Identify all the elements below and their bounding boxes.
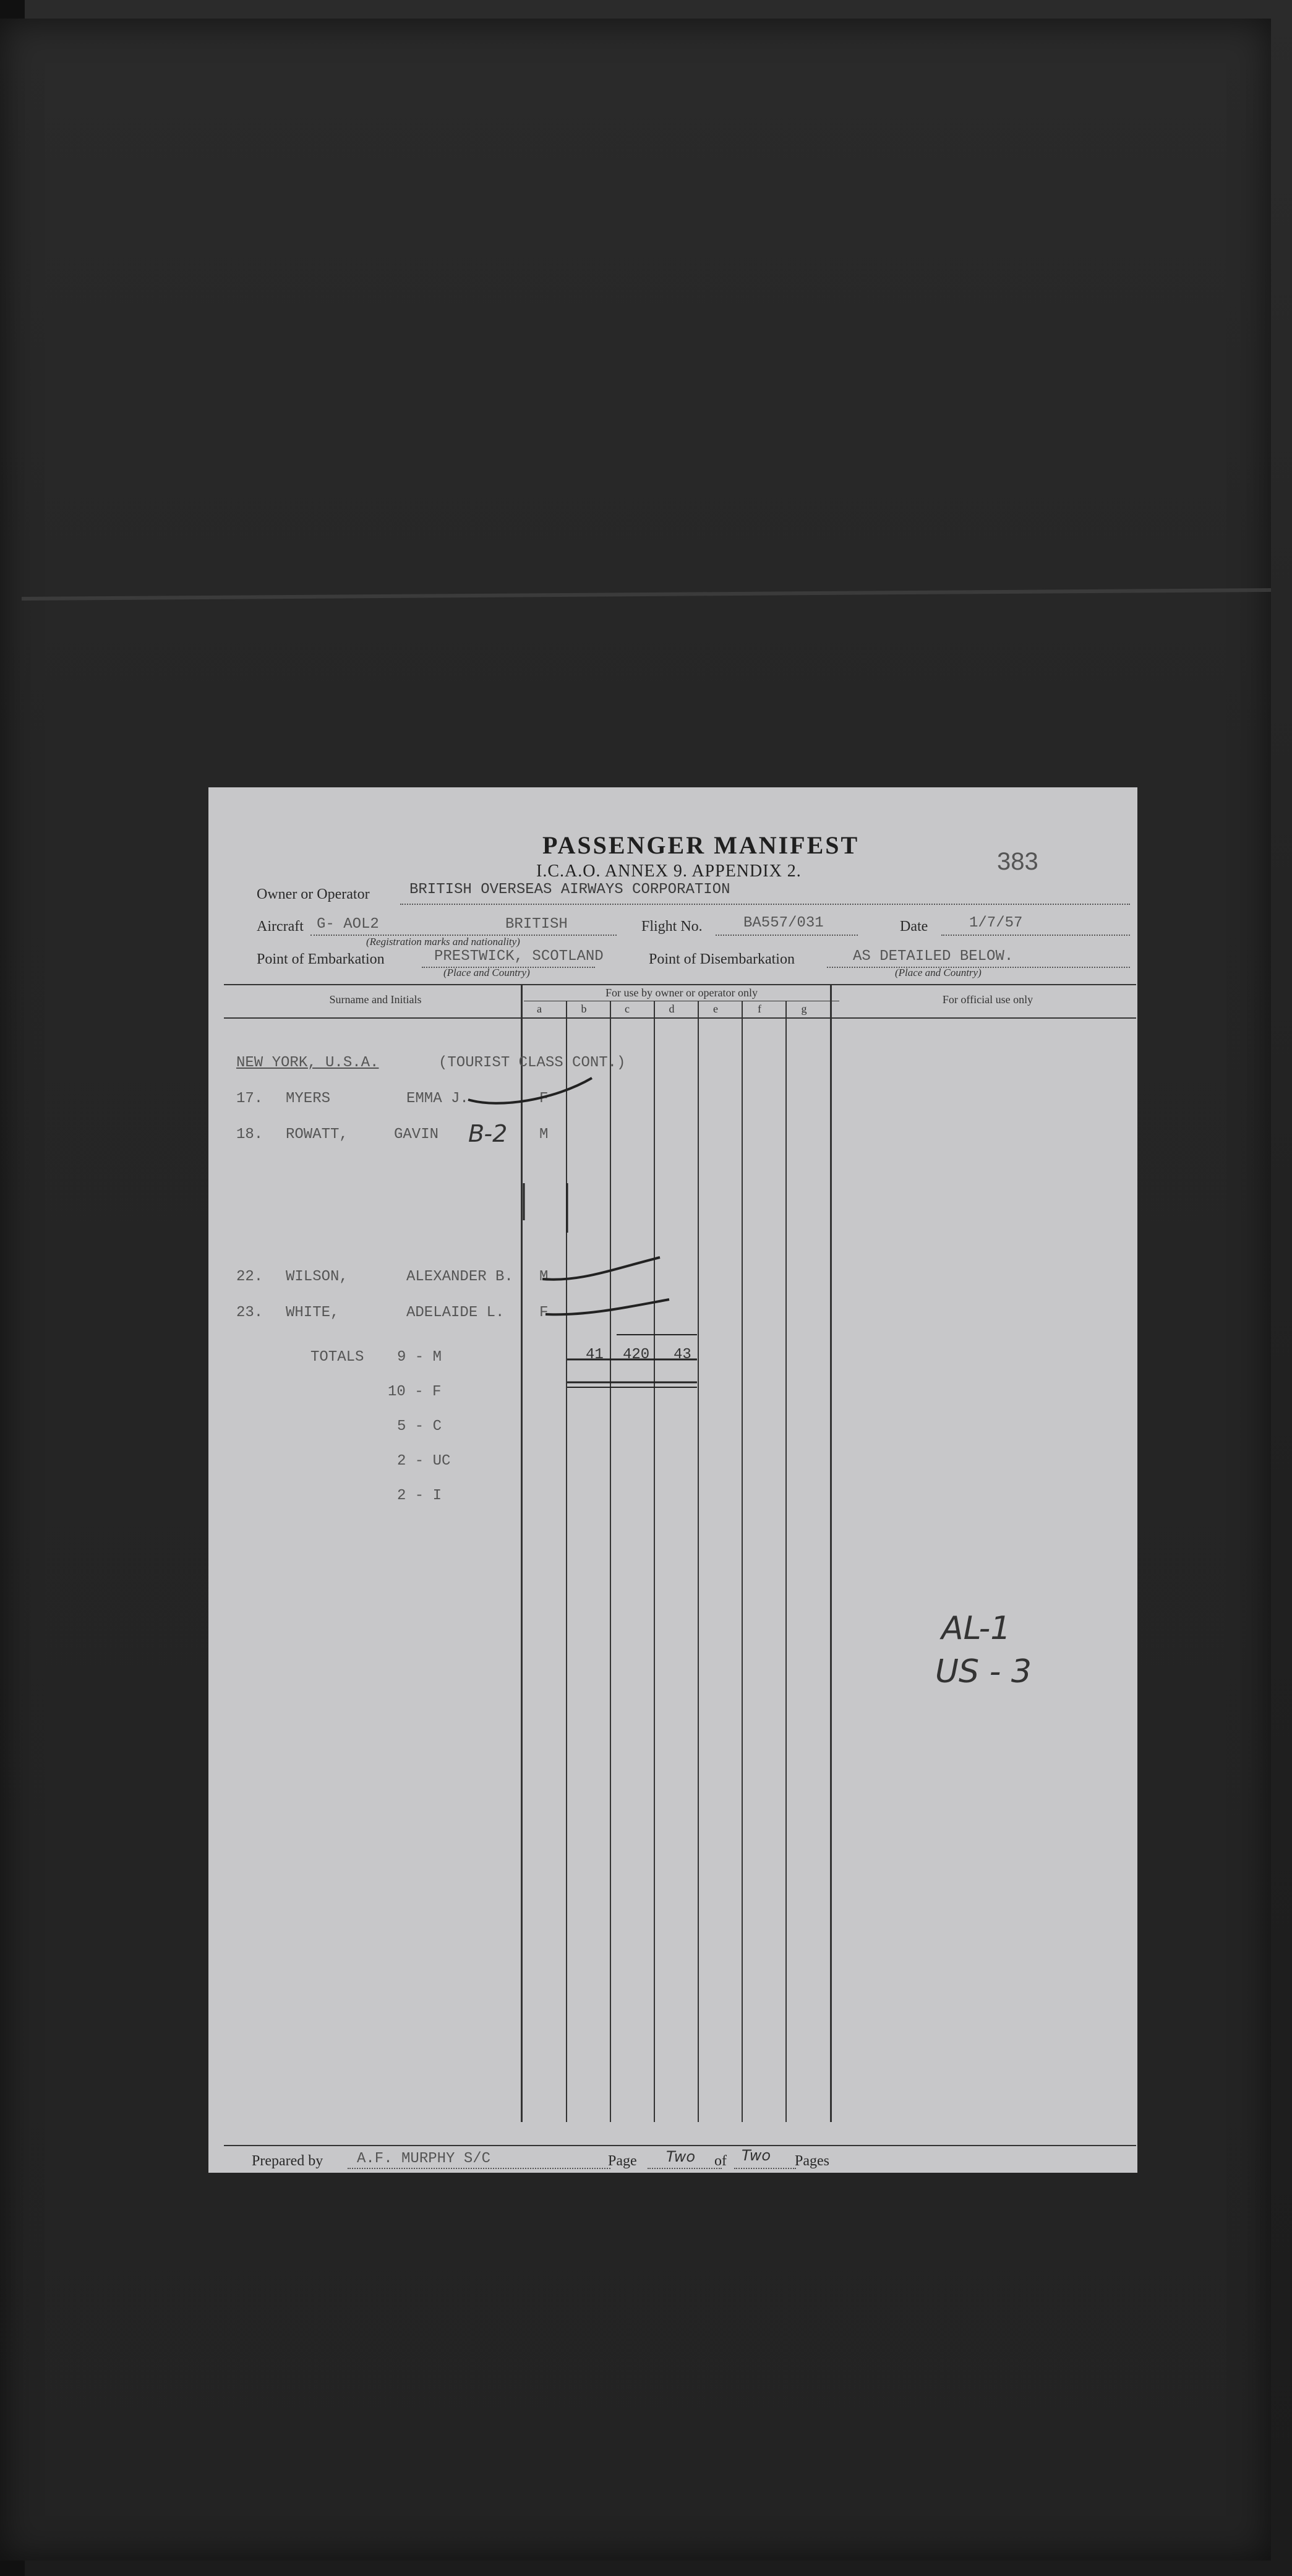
row-sex: M bbox=[539, 1126, 549, 1143]
disembark-value: AS DETAILED BELOW. bbox=[853, 948, 1014, 965]
row-number: 18. bbox=[236, 1126, 263, 1143]
page-number-stamp: 383 bbox=[997, 848, 1038, 875]
row-given-name: ADELAIDE L. bbox=[406, 1304, 505, 1321]
surname-header: Surname and Initials bbox=[329, 993, 422, 1006]
disembark-label: Point of Disembarkation bbox=[649, 951, 795, 967]
embark-note: (Place and Country) bbox=[443, 967, 530, 978]
pen-stroke bbox=[545, 1299, 669, 1314]
page-underline bbox=[648, 2168, 722, 2169]
row-number: 17. bbox=[236, 1090, 263, 1107]
footer-rule bbox=[224, 2145, 1136, 2146]
of-value: Two bbox=[742, 2147, 771, 2164]
page-value: Two bbox=[666, 2148, 696, 2165]
pen-strokes bbox=[208, 787, 1137, 2173]
official-handwritten-note: AL-1 bbox=[941, 1610, 1011, 1647]
totals-line: 2 - I bbox=[397, 1487, 442, 1504]
row-surname: ROWATT, bbox=[286, 1126, 348, 1143]
of-label: of bbox=[714, 2153, 727, 2169]
manifest-page bbox=[208, 787, 1137, 2173]
row-number: 22. bbox=[236, 1269, 263, 1285]
of-underline bbox=[734, 2168, 796, 2169]
embark-label: Point of Embarkation bbox=[257, 951, 385, 967]
totals-line: 2 - UC bbox=[397, 1453, 451, 1470]
row-sex: F bbox=[539, 1090, 549, 1107]
pen-stroke bbox=[468, 1078, 592, 1103]
disembark-note: (Place and Country) bbox=[895, 967, 982, 978]
owner-value: BRITISH OVERSEAS AIRWAYS CORPORATION bbox=[409, 881, 730, 898]
row-sex: F bbox=[539, 1304, 549, 1321]
totals-line: 9 - M bbox=[397, 1349, 442, 1366]
prepared-underline bbox=[348, 2168, 610, 2169]
row-surname: WHITE, bbox=[286, 1304, 340, 1321]
row-number: 23. bbox=[236, 1304, 263, 1321]
row-handwritten-note: B-2 bbox=[468, 1120, 508, 1147]
prepared-label: Prepared by bbox=[252, 2153, 323, 2169]
totals-line: 10 - F bbox=[388, 1384, 442, 1400]
aircraft-label: Aircraft bbox=[257, 918, 304, 935]
column-header-c: c bbox=[625, 1003, 630, 1015]
flight-label: Flight No. bbox=[641, 918, 703, 935]
row-surname: WILSON, bbox=[286, 1269, 348, 1285]
totals-line: 5 - C bbox=[397, 1418, 442, 1435]
manifest-title: PASSENGER MANIFEST bbox=[542, 831, 860, 859]
column-header-a: a bbox=[537, 1003, 542, 1015]
aircraft-nationality: BRITISH bbox=[505, 916, 568, 933]
row-given-name: EMMA J. bbox=[406, 1090, 469, 1107]
flight-value: BA557/031 bbox=[743, 915, 824, 931]
column-header-g: g bbox=[801, 1003, 807, 1015]
pages-label: Pages bbox=[795, 2153, 829, 2169]
column-header-b: b bbox=[581, 1003, 587, 1015]
date-label: Date bbox=[900, 918, 928, 935]
row-surname: MYERS bbox=[286, 1090, 331, 1107]
page-label: Page bbox=[608, 2153, 637, 2169]
column-header-f: f bbox=[758, 1003, 761, 1015]
column-header-d: d bbox=[669, 1003, 675, 1015]
official-header: For official use only bbox=[942, 993, 1033, 1006]
totals-c: 420 bbox=[623, 1346, 650, 1363]
section-note: (TOURIST CLASS CONT.) bbox=[439, 1055, 626, 1071]
embark-value: PRESTWICK, SCOTLAND bbox=[434, 948, 604, 965]
column-header-e: e bbox=[713, 1003, 718, 1015]
pen-stroke bbox=[542, 1257, 660, 1280]
official-handwritten-note: US - 3 bbox=[935, 1653, 1032, 1690]
totals-b: 41 bbox=[586, 1346, 604, 1363]
row-given-name: GAVIN bbox=[394, 1126, 439, 1143]
totals-label: TOTALS bbox=[310, 1349, 364, 1366]
row-sex: M bbox=[539, 1269, 549, 1285]
section-heading: NEW YORK, U.S.A. bbox=[236, 1055, 379, 1071]
operator-header: For use by owner or operator only bbox=[605, 986, 758, 999]
prepared-value: A.F. MURPHY S/C bbox=[357, 2150, 491, 2167]
registration-note: (Registration marks and nationality) bbox=[366, 936, 520, 948]
totals-d: 43 bbox=[674, 1346, 691, 1363]
manifest-subtitle: I.C.A.O. ANNEX 9. APPENDIX 2. bbox=[536, 862, 802, 881]
owner-label: Owner or Operator bbox=[257, 886, 370, 902]
aircraft-value: G- AOL2 bbox=[317, 916, 379, 933]
date-value: 1/7/57 bbox=[969, 915, 1023, 931]
row-given-name: ALEXANDER B. bbox=[406, 1269, 513, 1285]
